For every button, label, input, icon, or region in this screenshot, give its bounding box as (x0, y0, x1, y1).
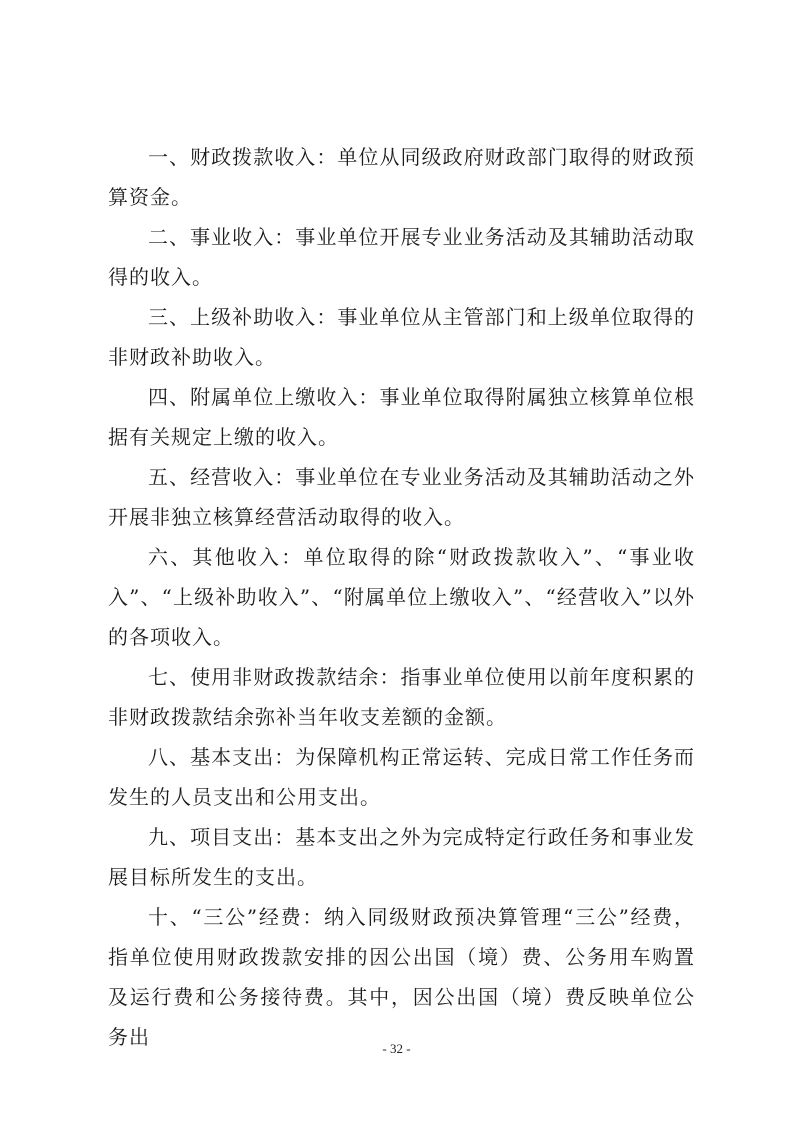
paragraph-business-income: 二、事业收入：事业单位开展专业业务活动及其辅助活动取得的收入。 (108, 225, 695, 289)
paragraph-three-public-expenses: 十、“三公”经费：纳入同级财政预决算管理“三公”经费，指单位使用财政拨款安排的因公出国（境）费、公务用车购置及运行费和公务接待费。其中，因公出国（境）费反映单位公务出 (108, 905, 695, 1049)
paragraph-operating-income: 五、经营收入：事业单位在专业业务活动及其辅助活动之外开展非独立核算经营活动取得的收入。 (108, 465, 695, 529)
paragraph-superior-subsidy-income: 三、上级补助收入：事业单位从主管部门和上级单位取得的非财政补助收入。 (108, 305, 695, 369)
paragraph-basic-expenditure: 八、基本支出：为保障机构正常运转、完成日常工作任务而发生的人员支出和公用支出。 (108, 745, 695, 809)
page-number: - 32 - (382, 1041, 411, 1056)
paragraph-non-fiscal-surplus-use: 七、使用非财政拨款结余：指事业单位使用以前年度积累的非财政拨款结余弥补当年收支差额的金额。 (108, 665, 695, 729)
paragraph-affiliated-unit-remittance-income: 四、附属单位上缴收入：事业单位取得附属独立核算单位根据有关规定上缴的收入。 (108, 385, 695, 449)
paragraph-other-income: 六、其他收入：单位取得的除“财政拨款收入”、“事业收入”、“上级补助收入”、“附属单位上缴收入”、“经营收入”以外的各项收入。 (108, 545, 695, 649)
document-body (108, 137, 695, 1057)
paragraph-fiscal-appropriation-income: 一、财政拨款收入：单位从同级政府财政部门取得的财政预算资金。 (108, 145, 695, 209)
paragraph-project-expenditure: 九、项目支出：基本支出之外为完成特定行政任务和事业发展目标所发生的支出。 (108, 825, 695, 889)
